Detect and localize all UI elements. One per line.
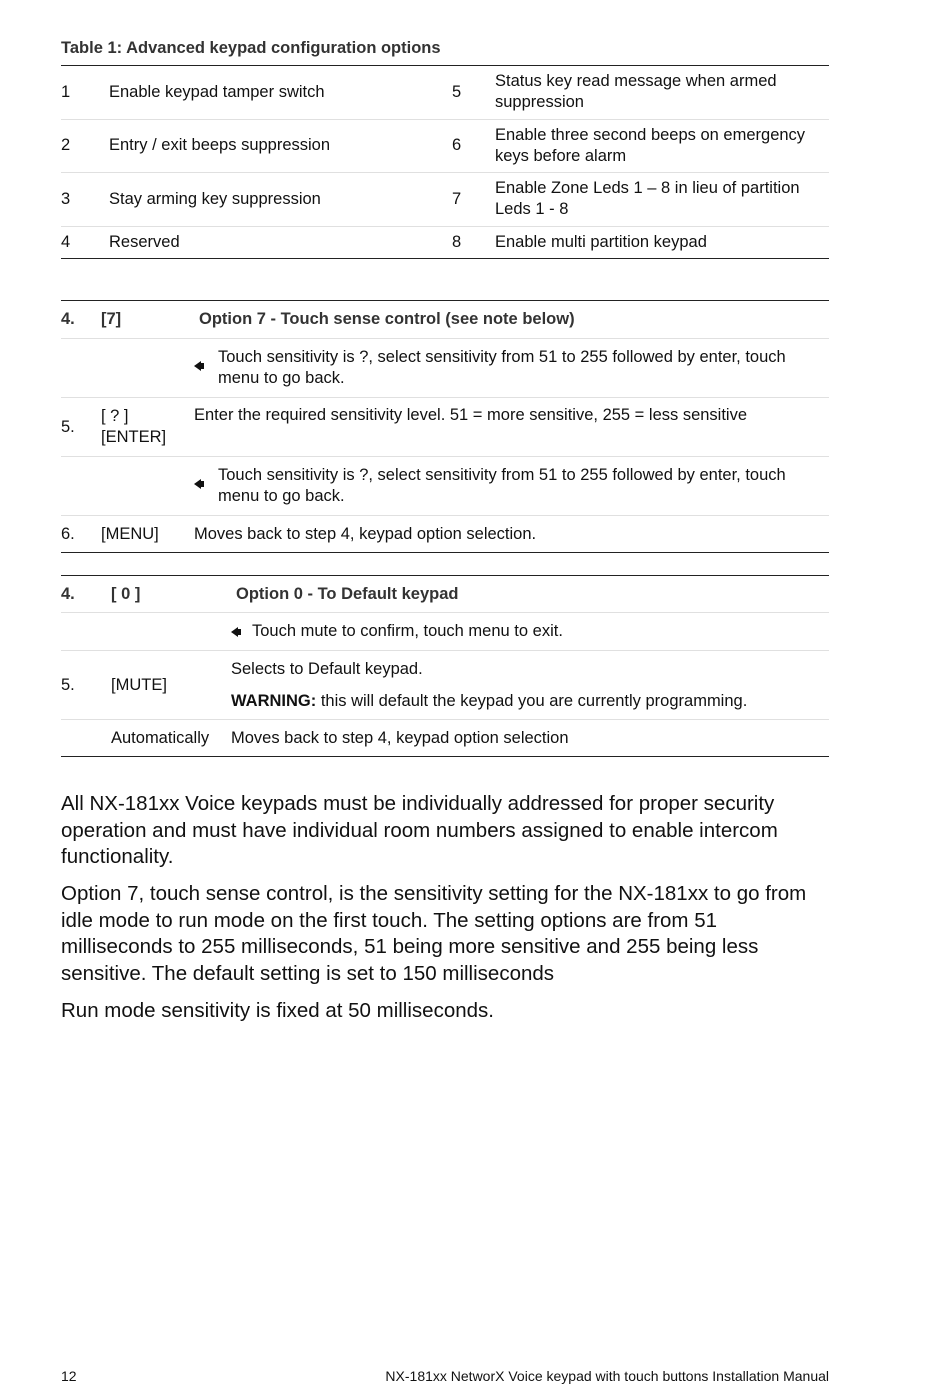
option-description: Enable three second beeps on emergency keys before alarm <box>495 119 829 173</box>
step-row <box>61 720 829 757</box>
step-key <box>101 398 194 457</box>
option-number: 5 <box>452 82 462 101</box>
table-row <box>61 226 829 258</box>
body-paragraph: Option 7, touch sense control, is the sensitivity setting for the NX-181xx to go from idle mode to run mode on the first touch. The setting options are from 51 milliseconds to 255 milliseconds, 51 being more sensitive and 255 being less sensitive. The default setting is set to 150 milliseconds <box>61 882 807 985</box>
table-caption: Table 1: Advanced keypad configuration options <box>61 39 441 57</box>
step-number: 4. <box>61 310 75 328</box>
step-row <box>61 651 829 720</box>
step-row <box>61 301 829 339</box>
step-row <box>61 398 829 457</box>
option-number: 1 <box>61 82 71 101</box>
step-key: [7] <box>101 310 122 328</box>
table-row <box>61 173 829 227</box>
advanced-options-table <box>61 65 829 259</box>
step-action: Moves back to step 4, keypad option selection <box>231 720 829 757</box>
voice-prompt: Touch sensitivity is ?, select sensitivity from 51 to 255 followed by enter, touch menu to go back. <box>218 348 786 387</box>
step-action: Option 0 - To Default keypad <box>236 584 459 603</box>
step-number: 5. <box>61 651 111 720</box>
step-action: Moves back to step 4, keypad option selection. <box>194 516 829 553</box>
option0-steps-table <box>61 575 829 757</box>
body-paragraph: All NX-181xx Voice keypads must be individually addressed for proper security operation and must have individual room numbers assigned to enable intercom functionality. <box>61 792 778 868</box>
manual-title: NX-181xx NetworX Voice keypad with touch buttons Installation Manual <box>385 1368 829 1384</box>
option7-steps-table <box>61 300 829 553</box>
step-action: Option 7 - Touch sense control (see note below) <box>199 310 575 328</box>
table-row <box>61 66 829 120</box>
option-description: Enable keypad tamper switch <box>109 82 325 101</box>
step-action: Selects to Default keypad. <box>231 659 423 678</box>
option-number: 3 <box>61 173 109 227</box>
option-description: Entry / exit beeps suppression <box>109 119 452 173</box>
step-number: 4. <box>61 584 75 603</box>
step-row <box>61 516 829 553</box>
voice-row <box>61 457 829 516</box>
voice-prompt: Touch sensitivity is ?, select sensitivity from 51 to 255 followed by enter, touch menu to go back. <box>218 466 786 505</box>
step-number: 5. <box>61 398 101 457</box>
speaker-icon <box>231 627 238 637</box>
body-paragraph: Run mode sensitivity is fixed at 50 milliseconds. <box>61 999 494 1022</box>
step-key: [MENU] <box>101 516 194 553</box>
option-number: 2 <box>61 119 109 173</box>
step-key: [MUTE] <box>111 651 231 720</box>
step-key: [ 0 ] <box>111 584 141 603</box>
option-description: Reserved <box>109 226 452 258</box>
option-description: Stay arming key suppression <box>109 173 452 227</box>
option-description: Enable Zone Leds 1 – 8 in lieu of partition Leds 1 - 8 <box>495 173 829 227</box>
option-number: 4 <box>61 226 109 258</box>
option-description: Enable multi partition keypad <box>495 226 829 258</box>
voice-prompt: Touch mute to confirm, touch menu to exit. <box>252 622 563 640</box>
warning-text: WARNING: this will default the keypad you are currently programming. <box>231 691 748 710</box>
speaker-icon <box>194 479 201 489</box>
table-row <box>61 119 829 173</box>
step-key-line: [ENTER] <box>101 428 167 446</box>
step-number: 6. <box>61 516 101 553</box>
step-row <box>61 576 829 613</box>
step-action: Enter the required sensitivity level. 51 = more sensitive, 255 = less sensitive <box>194 398 829 457</box>
option-number: 7 <box>452 173 495 227</box>
warning-label: WARNING: <box>231 691 317 710</box>
speaker-icon <box>194 361 201 371</box>
option-description: Status key read message when armed suppression <box>495 72 777 112</box>
step-key-line: [ ? ] <box>101 407 129 425</box>
voice-row <box>61 613 829 651</box>
step-key: Automatically <box>111 720 231 757</box>
page-number: 12 <box>61 1368 77 1384</box>
option-number: 6 <box>452 119 495 173</box>
voice-row <box>61 339 829 398</box>
option-number: 8 <box>452 226 495 258</box>
